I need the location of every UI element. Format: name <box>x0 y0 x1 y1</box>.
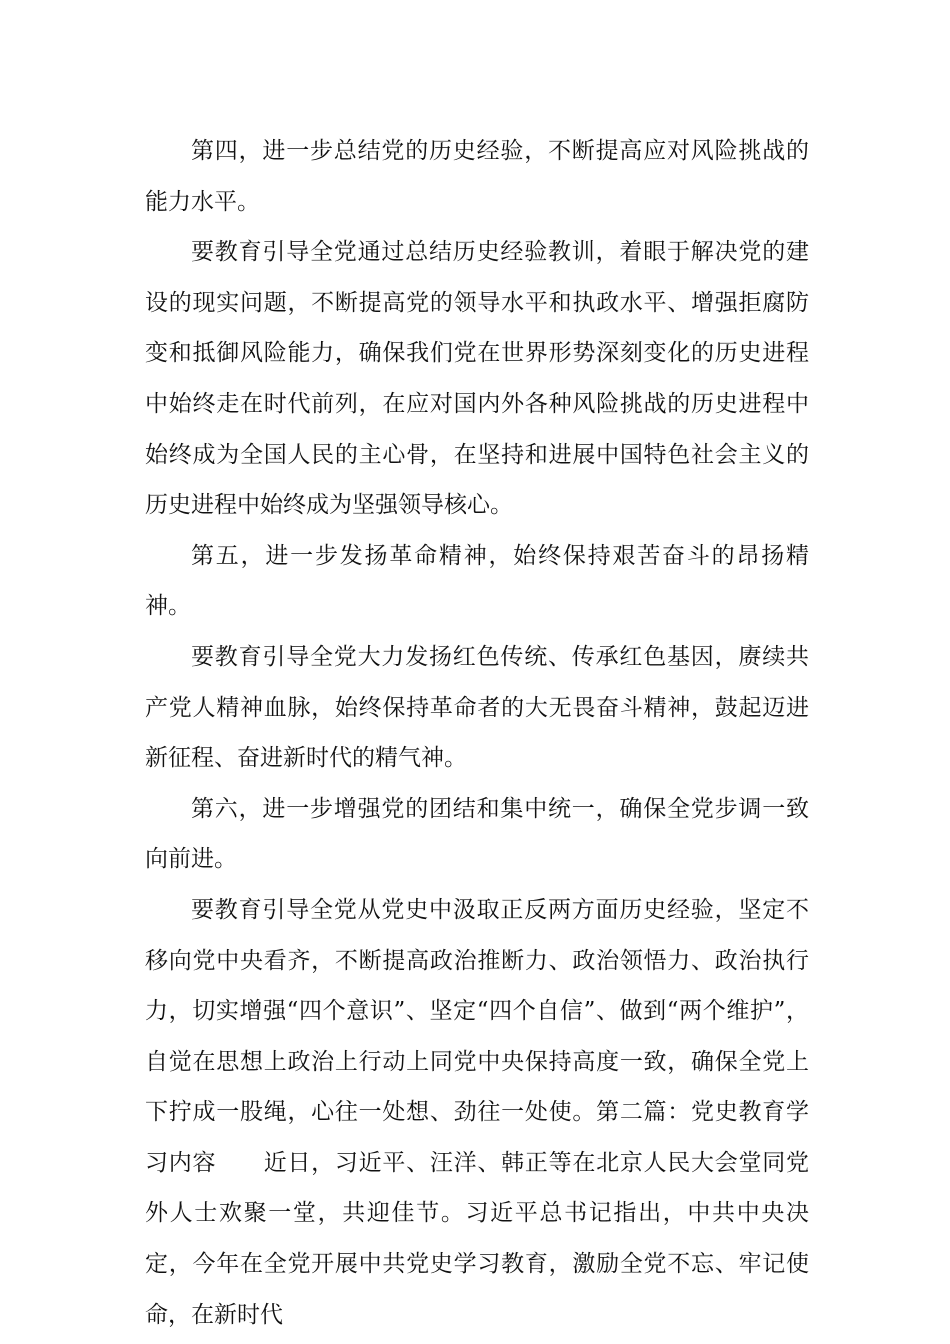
paragraph-heading-four: 第四，进一步总结党的历史经验，不断提高应对风险挑战的能力水平。 <box>145 138 809 215</box>
document-body <box>145 126 809 1340</box>
paragraph-heading-five: 第五，进一步发扬革命精神，始终保持艰苦奋斗的昂扬精神。 <box>145 542 809 620</box>
paragraph-body-six: 要教育引导全党从党史中汲取正反两方面历史经验，坚定不移向党中央看齐，不断提高政治推断力、政治领悟力、政治执行力，切实增强“四个意识”、坚定“四个自信”、做到“两个维护”，自觉在思想上政治上行动上同党中央保持高度一致，确保全党上下拧成一股绳，心往一处想、劲往一处使。第二篇：党史教育学习内容 近日，习近平、汪洋、韩正等在北京人民大会堂同党外人士欢聚一堂，共迎佳节。习近平总书记指出，中共中央决定，今年在全党开展中共党史学习教育，激励全党不忘、牢记使命，在新时代 <box>145 896 809 1328</box>
paragraph-body-four: 要教育引导全党通过总结历史经验教训，着眼于解决党的建设的现实问题，不断提高党的领导水平和执政水平、增强拒腐防变和抵御风险能力，确保我们党在世界形势深刻变化的历史进程中始终走在时代前列，在应对国内外各种风险挑战的历史进程中始终成为全国人民的主心骨，在坚持和进展中国特色社会主义的历史进程中始终成为坚强领导核心。 <box>145 239 809 519</box>
paragraph-body-five: 要教育引导全党大力发扬红色传统、传承红色基因，赓续共产党人精神血脉，始终保持革命者的大无畏奋斗精神，鼓起迈进新征程、奋进新时代的精气神。 <box>145 643 809 772</box>
paragraph-heading-six: 第六，进一步增强党的团结和集中统一，确保全党步调一致向前进。 <box>145 795 809 873</box>
